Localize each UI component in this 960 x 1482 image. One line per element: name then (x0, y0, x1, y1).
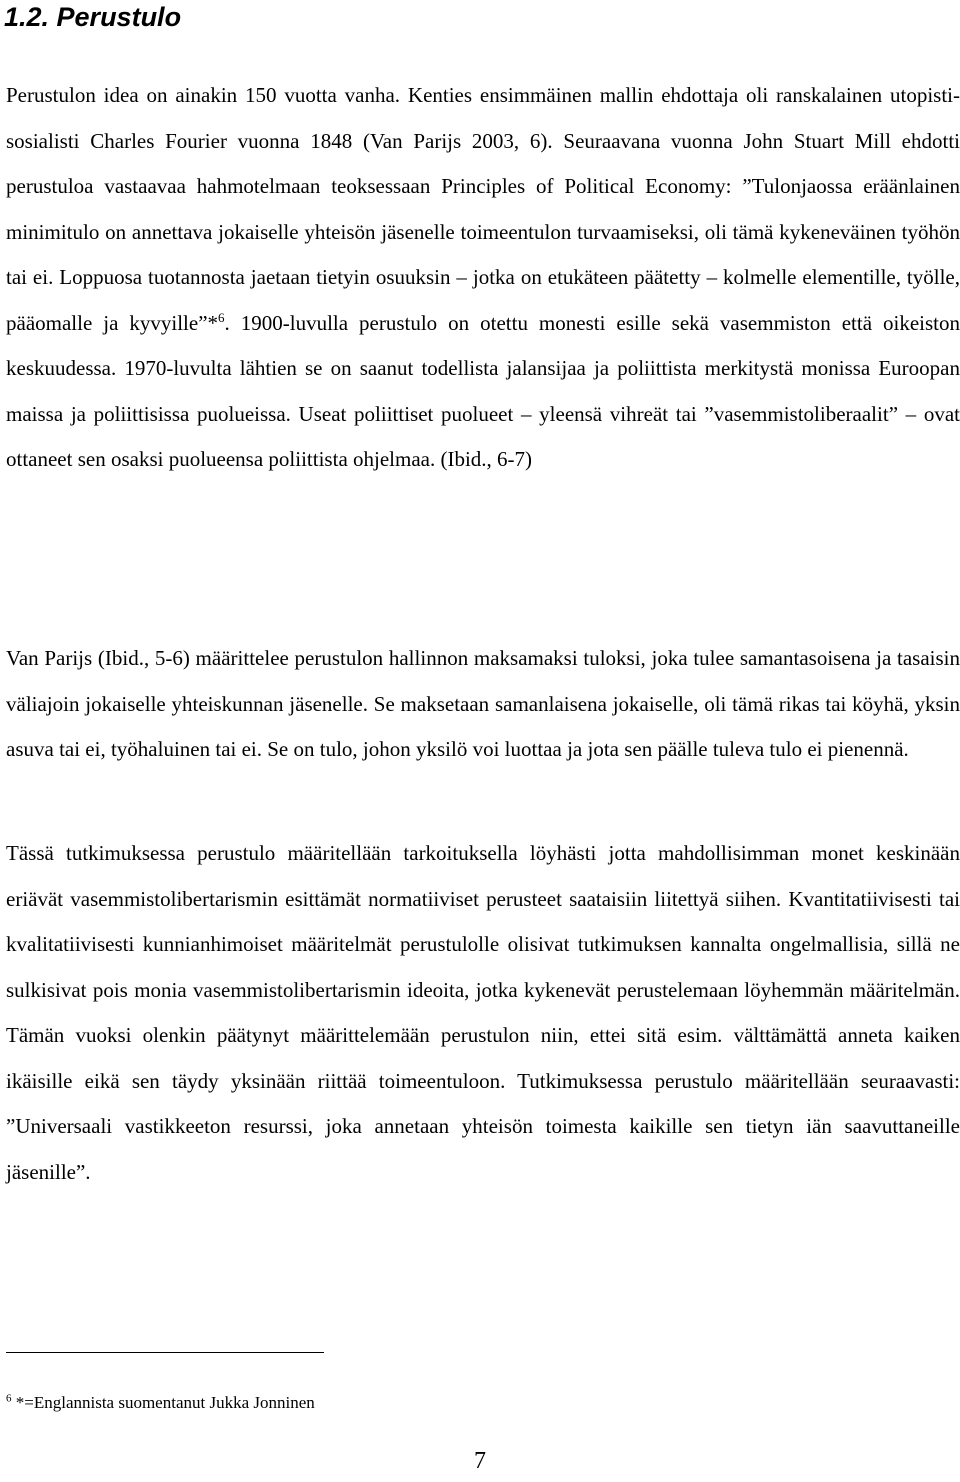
paragraph-history (6, 73, 960, 483)
page-number: 7 (474, 1448, 486, 1474)
footnote-divider (6, 1352, 324, 1353)
paragraph-study-definition: Tässä tutkimuksessa perustulo määritellään tarkoituksella löyhästi jotta mahdollisimman monet keskinään eriävät vasemmistolibertarismin esittämät normatiiviset perusteet saataisiin liitettyä siihen. Kvantitatiivisesti tai kvalitatiivisesti kunnianhimoiset määritelmät perustulolle olisivat tutkimuksen kannalta ongelmallisia, sillä ne sulkisivat pois monia vasemmistolibertarismin ideoita, jotka kykenevät perustelemaan löyhemmän määritelmän. Tämän vuoksi olenkin päätynyt määrittelemään perustulon niin, ettei sitä esim. välttämättä anneta kaiken ikäisille eikä sen täydy yksinään riittää toimeentuloon. Tutkimuksessa perustulo määritellään seuraavasti: ”Universaali vastikkeeton resurssi, joka annetaan yhteisön toimesta kaikille sen tietyn iän saavuttaneille jäsenille”. (6, 841, 960, 1184)
paragraph-history-text-continued: . 1900-luvulla perustulo on otettu monesti esille sekä vasemmiston että oikeiston keskuudessa. 1970-luvulta lähtien se on saanut todellista jalansijaa ja poliittista merkitystä monissa Euroopan maissa ja poliittisissa puolueissa. Useat poliittiset puolueet – yleensä vihreät tai ”vasemmistoliberaalit” – ovat ottaneet sen osaksi puolueensa poliittista ohjelmaa. (Ibid., 6-7) (6, 310, 960, 471)
footnote-text: *=Englannista suomentanut Jukka Jonninen (11, 1393, 315, 1412)
footnote-number: 6 (6, 1392, 12, 1405)
section-heading: 1.2. Perustulo (4, 2, 182, 32)
footnote (6, 1392, 315, 1414)
footnote-reference[interactable]: 6 (218, 309, 225, 325)
paragraph-history-text: Perustulon idea on ainakin 150 vuotta vanha. Kenties ensimmäinen mallin ehdottaja oli ranskalainen utopisti-sosialisti Charles Fourier vuonna 1848 (Van Parijs 2003, 6). Seuraavana vuonna John Stuart Mill ehdotti perustuloa vastaavaa hahmotelmaan teoksessaan Principles of Political Economy: ”Tulonjaossa eräänlainen minimitulo on annettava jokaiselle yhteisön jäsenelle toimeentulon turvaamiseksi, oli tämä kykeneväinen työhön tai ei. Loppuosa tuotannosta jaetaan tietyin osuuksin – jotka on etukäteen päätetty – kolmelle elementille, työlle, pääomalle ja kyvyille”* (6, 83, 960, 335)
paragraph-definition-van-parijs: Van Parijs (Ibid., 5-6) määrittelee perustulon hallinnon maksamaksi tuloksi, joka tulee samantasoisena ja tasaisin väliajoin jokaiselle yhteiskunnan jäsenelle. Se maksetaan samanlaisena jokaiselle, oli tämä rikas tai köyhä, yksin asuva tai ei, työhaluinen tai ei. Se on tulo, johon yksilö voi luottaa ja jota sen päälle tuleva tulo ei pienennä. (6, 646, 960, 761)
